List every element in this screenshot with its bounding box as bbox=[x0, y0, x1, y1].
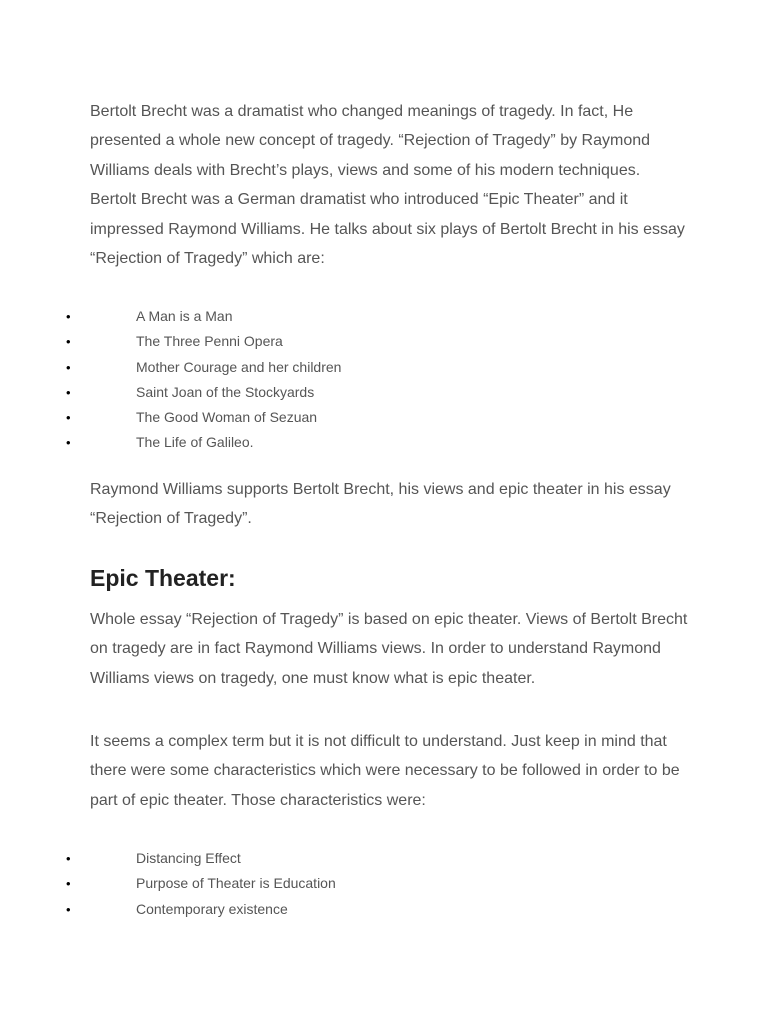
intro-paragraph: Bertolt Brecht was a dramatist who changed meanings of tragedy. In fact, He presented a whole new concept of tragedy. “Rejection of Tragedy” by Raymond Williams deals with Brecht’s plays, views and some of his modern techniques. Bertolt Brecht was a German dramatist who introduced “Epic Theater” and it impressed Raymond Williams. He talks about six plays of Bertolt Brecht in his essay “Rejection of Tragedy” which are: bbox=[90, 103, 685, 268]
bullet-icon: • bbox=[66, 359, 71, 375]
bullet-icon: • bbox=[66, 309, 71, 324]
characteristic: Contemporary existence bbox=[136, 900, 288, 917]
play-title: The Good Woman of Sezuan bbox=[136, 409, 318, 426]
play-title: The Three Penni Opera bbox=[136, 333, 283, 350]
bullet-icon: • bbox=[66, 435, 71, 451]
bullet-icon: • bbox=[66, 334, 71, 350]
bullet-icon: • bbox=[66, 901, 71, 917]
play-title: The Life of Galileo. bbox=[136, 434, 254, 451]
epic-paragraph-2: It seems a complex term but it is not difficult to understand. Just keep in mind that there were some characteristics which were necessary to be followed in order to be part of epic theater. Those characteristics were: bbox=[90, 733, 680, 809]
bullet-icon: • bbox=[66, 851, 71, 866]
play-title: A Man is a Man bbox=[136, 308, 233, 324]
bullet-icon: • bbox=[66, 410, 71, 426]
bullet-icon: • bbox=[66, 876, 71, 892]
play-title: Mother Courage and her children bbox=[136, 358, 342, 375]
bullet-icon: • bbox=[66, 384, 71, 400]
characteristic: Distancing Effect bbox=[136, 850, 241, 866]
support-paragraph: Raymond Williams supports Bertolt Brecht, his views and epic theater in his essay “Rejection of Tragedy”. bbox=[90, 481, 671, 528]
play-title: Saint Joan of the Stockyards bbox=[136, 383, 315, 400]
characteristic: Purpose of Theater is Education bbox=[136, 875, 336, 892]
section-heading: Epic Theater: bbox=[90, 565, 236, 591]
epic-paragraph-1: Whole essay “Rejection of Tragedy” is based on epic theater. Views of Bertolt Brecht on tragedy are in fact Raymond Williams views. In order to understand Raymond Williams views on tragedy, one must know what is epic theater. bbox=[90, 611, 688, 687]
